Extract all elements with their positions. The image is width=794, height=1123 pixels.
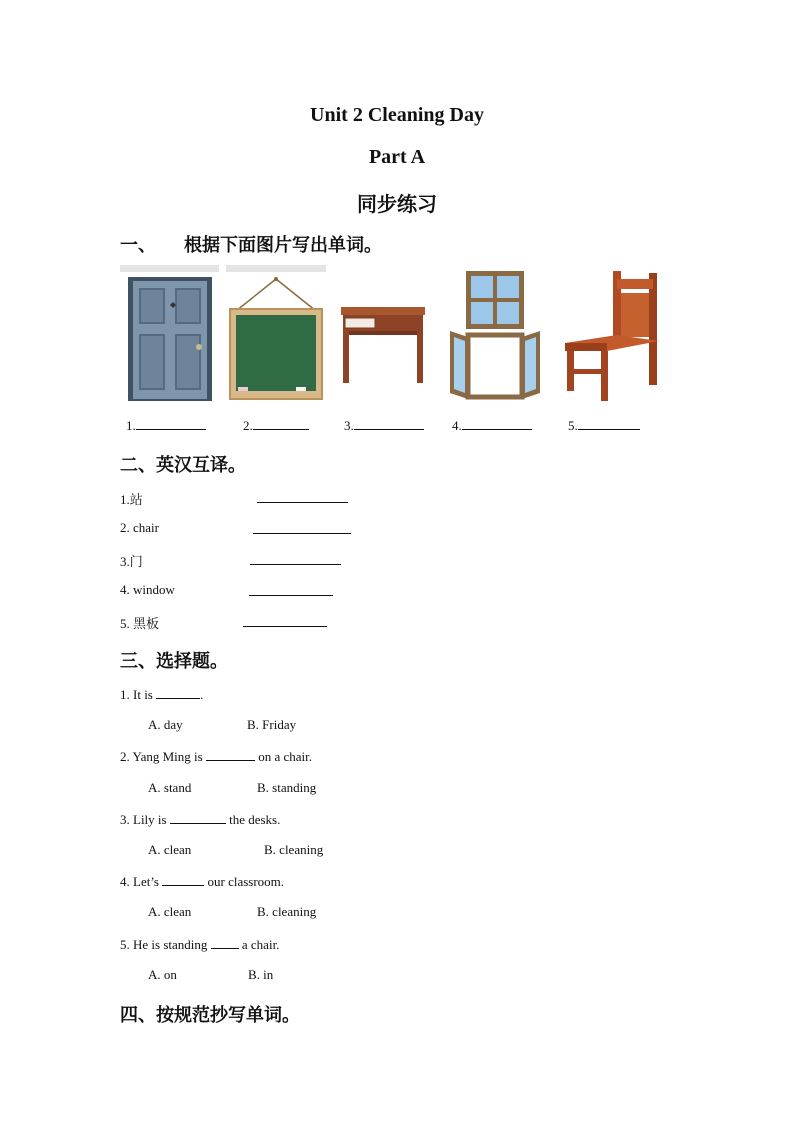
section3-heading: 三、选择题。 — [120, 651, 228, 671]
option-a[interactable]: A. day — [148, 717, 183, 732]
image-answer-3 — [344, 417, 424, 434]
answer-blank[interactable] — [253, 417, 309, 430]
section2-heading: 二、英汉互译。 — [120, 455, 246, 475]
question-text: 4. Let’s — [120, 874, 163, 889]
question-text: our classroom. — [204, 874, 285, 889]
question-text: 5. He is standing — [120, 937, 211, 952]
blackboard-icon — [226, 265, 326, 405]
question-blank[interactable] — [156, 686, 200, 699]
chair-image — [557, 265, 669, 405]
question-text: 2. Yang Ming is — [120, 749, 206, 764]
window-image — [440, 265, 548, 405]
answer-blank[interactable] — [462, 417, 532, 430]
section4-heading: 四、按规范抄写单词。 — [120, 1005, 300, 1025]
page-subtitle: 同步练习 — [357, 194, 437, 216]
door-icon — [120, 265, 219, 405]
question-text: the desks. — [225, 812, 281, 827]
translate-label: 4. window — [120, 582, 175, 597]
option-b[interactable]: B. cleaning — [257, 904, 317, 919]
translate-label: 3.门 — [120, 554, 143, 569]
answer-number: 5. — [568, 418, 578, 433]
blackboard-image — [226, 265, 326, 405]
answer-number: 4. — [452, 418, 462, 433]
section1-heading-text: 根据下面图片写出单词。 — [184, 235, 382, 255]
answer-blank[interactable] — [578, 417, 640, 430]
question-blank[interactable] — [211, 936, 239, 949]
option-a[interactable]: A. stand — [148, 780, 192, 795]
question-2 — [120, 748, 312, 765]
answer-number: 2. — [243, 418, 253, 433]
translate-label: 2. chair — [120, 520, 159, 535]
question-5 — [120, 936, 279, 953]
question-text: a chair. — [238, 937, 280, 952]
image-answer-2 — [243, 417, 309, 434]
chair-icon — [557, 265, 669, 405]
window-icon — [440, 265, 548, 405]
question-blank[interactable] — [170, 811, 226, 824]
translate-blank[interactable] — [250, 552, 341, 565]
option-b[interactable]: B. in — [248, 967, 274, 982]
question-3 — [120, 811, 280, 828]
answer-blank[interactable] — [354, 417, 424, 430]
option-a[interactable]: A. clean — [148, 904, 192, 919]
section1-number: 一、 — [120, 235, 156, 255]
question-text: on a chair. — [254, 749, 313, 764]
image-answer-1 — [126, 417, 206, 434]
answer-blank[interactable] — [136, 417, 206, 430]
translate-blank[interactable] — [253, 521, 351, 534]
image-answer-4 — [452, 417, 532, 434]
question-4 — [120, 873, 284, 890]
part-label: Part A — [368, 146, 426, 168]
option-b[interactable]: B. standing — [257, 780, 317, 795]
question-blank[interactable] — [206, 748, 255, 761]
answer-number: 1. — [126, 418, 136, 433]
question-1 — [120, 686, 203, 703]
translate-blank[interactable] — [249, 583, 333, 596]
option-a[interactable]: A. clean — [148, 842, 192, 857]
section1-heading — [120, 231, 382, 257]
page-title: Unit 2 Cleaning Day — [310, 104, 484, 126]
translate-label: 1.站 — [120, 492, 143, 507]
desk-image — [333, 265, 433, 405]
option-b[interactable]: B. cleaning — [264, 842, 324, 857]
image-answer-5 — [568, 417, 640, 434]
translate-blank[interactable] — [257, 490, 348, 503]
translate-blank[interactable] — [243, 614, 327, 627]
door-image — [120, 265, 219, 405]
question-text: 1. It is — [120, 687, 157, 702]
option-b[interactable]: B. Friday — [247, 717, 297, 732]
answer-number: 3. — [344, 418, 354, 433]
translate-label: 5. 黑板 — [120, 616, 160, 631]
question-text: . — [200, 687, 204, 702]
option-a[interactable]: A. on — [148, 967, 177, 982]
question-text: 3. Lily is — [120, 812, 170, 827]
question-blank[interactable] — [162, 873, 204, 886]
desk-icon — [333, 265, 433, 405]
